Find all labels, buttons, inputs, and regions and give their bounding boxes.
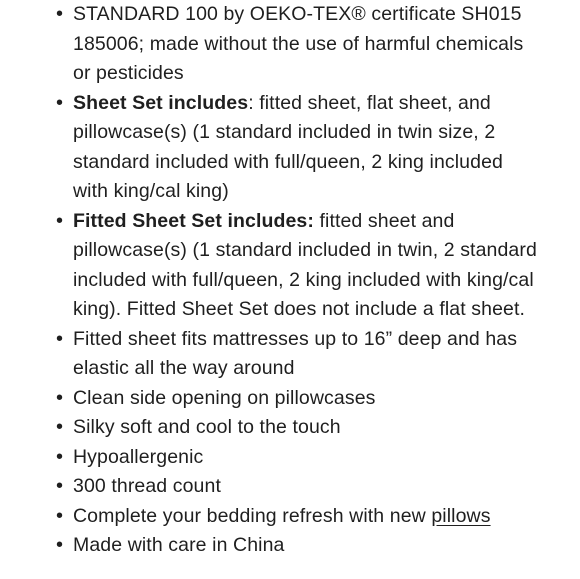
list-item: [0, 325, 580, 384]
bullet-icon: •: [56, 445, 64, 468]
item-text: Made with care in China: [73, 534, 285, 556]
bullet-icon: •: [56, 386, 64, 409]
list-item: [0, 384, 580, 414]
bullet-icon: •: [56, 3, 64, 25]
item-text: STANDARD 100 by OEKO-TEX® certificate SH015 185006; made without the use of harmful chemicals or pesticides: [73, 3, 524, 84]
item-bold-label: Fitted Sheet Set includes:: [73, 209, 314, 232]
item-text: Hypoallergenic: [73, 445, 204, 468]
list-item: [0, 0, 580, 89]
item-text: 300 thread count: [73, 475, 221, 497]
list-item: [0, 413, 580, 443]
bullet-icon: •: [56, 475, 64, 497]
bullet-icon: •: [56, 504, 64, 527]
item-text: : fitted sheet, flat sheet, and pillowcase(s) (1 standard included in twin size, 2 standard included with full/queen, 2 king included with king/cal king): [73, 91, 503, 202]
item-text: Complete your bedding refresh with new: [73, 504, 432, 527]
list-item: [0, 89, 580, 207]
item-text: Fitted sheet fits mattresses up to 16” deep and has elastic all the way around: [73, 327, 518, 379]
bullet-icon: •: [56, 327, 64, 350]
list-item: [0, 472, 580, 502]
bullet-icon: •: [56, 91, 64, 114]
item-text: Clean side opening on pillowcases: [73, 386, 376, 409]
bullet-icon: •: [56, 416, 64, 438]
item-text: fitted sheet and pillowcase(s) (1 standard included in twin, 2 standard included with full/queen, 2 king included with king/cal king). Fitted Sheet Set does not include a flat sheet.: [73, 209, 537, 320]
item-text: Silky soft and cool to the touch: [73, 416, 341, 438]
item-bold-label: Sheet Set includes: [73, 91, 249, 114]
list-item: [0, 443, 580, 473]
list-item: [0, 207, 580, 325]
list-item: [0, 531, 580, 561]
list-item: [0, 502, 580, 532]
bullet-icon: •: [56, 534, 64, 556]
bullet-icon: •: [56, 209, 64, 232]
pillows-link[interactable]: pillows: [431, 504, 491, 527]
